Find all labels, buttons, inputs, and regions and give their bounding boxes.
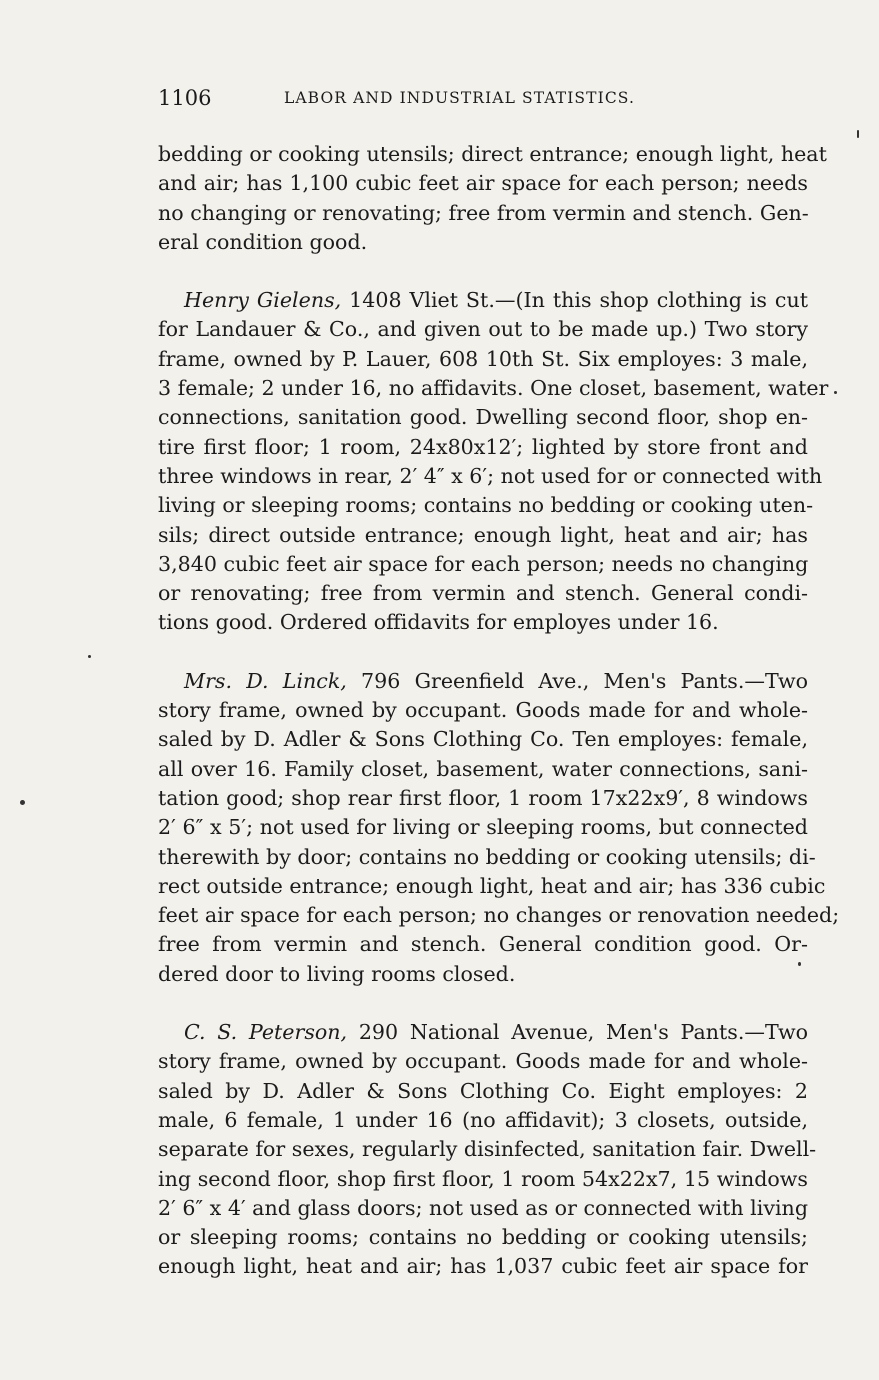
text-fragment: 796 Greenfield Ave., Men's Pants.—Two	[346, 668, 808, 693]
scan-speck	[857, 130, 859, 138]
text-line: separate for sexes, regularly disinfected, sanitation fair. Dwell-	[158, 1137, 817, 1162]
body-text	[158, 140, 840, 1311]
text-line: all over 16. Family closet, basement, water connections, sani-	[158, 756, 808, 781]
proprietor-name: C. S. Peterson,	[184, 1020, 348, 1045]
text-line: connections, sanitation good. Dwelling second floor, shop en-	[158, 405, 808, 430]
text-line: and air; has 1,100 cubic feet air space for each person; needs	[158, 171, 808, 196]
paragraph-henry-gielens	[158, 286, 829, 638]
text-fragment: 290 National Avenue, Men's Pants.—Two	[347, 1020, 808, 1045]
text-line: tire first floor; 1 room, 24x80x12′; lighted by store front and	[158, 434, 808, 459]
paragraph-continuation	[158, 140, 827, 257]
scan-speck	[834, 391, 837, 394]
text-line: eral condition good.	[158, 229, 368, 254]
text-line: or renovating; free from vermin and stench. General condi-	[158, 581, 808, 606]
scan-speck	[798, 962, 801, 966]
text-line-first	[158, 667, 808, 696]
paragraph-c-s-peterson	[158, 1018, 817, 1282]
text-line: therewith by door; contains no bedding or cooking utensils; di-	[158, 844, 816, 869]
text-fragment: 1408 Vliet St.—(In this shop clothing is cut	[341, 288, 808, 313]
proprietor-name: Henry Gielens,	[184, 288, 342, 313]
text-line: enough light, heat and air; has 1,037 cubic feet air space for	[158, 1254, 808, 1279]
running-title: LABOR AND INDUSTRIAL STATISTICS.	[284, 89, 635, 107]
text-line: tation good; shop rear first floor, 1 room 17x22x9′, 8 windows	[158, 785, 808, 810]
text-line: saled by D. Adler & Sons Clothing Co. Ten employes: female,	[158, 727, 808, 752]
text-line: feet air space for each person; no changes or renovation needed;	[158, 903, 840, 928]
text-line: for Landauer & Co., and given out to be made up.) Two story	[158, 317, 808, 342]
text-line: 2′ 6″ x 4′ and glass doors; not used as or connected with living	[158, 1195, 808, 1220]
page-header	[158, 86, 808, 116]
text-line: sils; direct outside entrance; enough light, heat and air; has	[158, 522, 808, 547]
text-line: no changing or renovating; free from vermin and stench. Gen-	[158, 200, 809, 225]
paragraph-mrs-d-linck	[158, 667, 840, 989]
text-line: living or sleeping rooms; contains no bedding or cooking uten-	[158, 493, 814, 518]
text-line: rect outside entrance; enough light, heat and air; has 336 cubic	[158, 873, 826, 898]
text-line: story frame, owned by occupant. Goods made for and whole-	[158, 698, 808, 723]
text-line: three windows in rear, 2′ 4″ x 6′; not used for or connected with	[158, 463, 823, 488]
text-line: free from vermin and stench. General condition good. Or-	[158, 932, 808, 957]
text-line: ing second floor, shop first floor, 1 room 54x22x7, 15 windows	[158, 1166, 808, 1191]
page-number: 1106	[158, 86, 212, 110]
text-line: male, 6 female, 1 under 16 (no affidavit); 3 closets, outside,	[158, 1107, 808, 1132]
text-line: 3 female; 2 under 16, no affidavits. One closet, basement, water	[158, 376, 829, 401]
text-line-first	[158, 1018, 808, 1047]
proprietor-name: Mrs. D. Linck,	[184, 668, 347, 693]
text-line-first	[158, 286, 808, 315]
scan-speck	[88, 655, 91, 658]
text-line: dered door to living rooms closed.	[158, 961, 516, 986]
text-line: story frame, owned by occupant. Goods made for and whole-	[158, 1049, 808, 1074]
text-line: tions good. Ordered offidavits for employes under 16.	[158, 610, 719, 635]
text-line: 3,840 cubic feet air space for each person; needs no changing	[158, 551, 809, 576]
text-line: saled by D. Adler & Sons Clothing Co. Eight employes: 2	[158, 1078, 808, 1103]
text-line: or sleeping rooms; contains no bedding or cooking utensils;	[158, 1225, 808, 1250]
text-line: 2′ 6″ x 5′; not used for living or sleeping rooms, but connected	[158, 815, 808, 840]
text-line: frame, owned by P. Lauer, 608 10th St. Six employes: 3 male,	[158, 346, 808, 371]
text-line: bedding or cooking utensils; direct entrance; enough light, heat	[158, 142, 827, 166]
scan-speck	[20, 800, 25, 805]
